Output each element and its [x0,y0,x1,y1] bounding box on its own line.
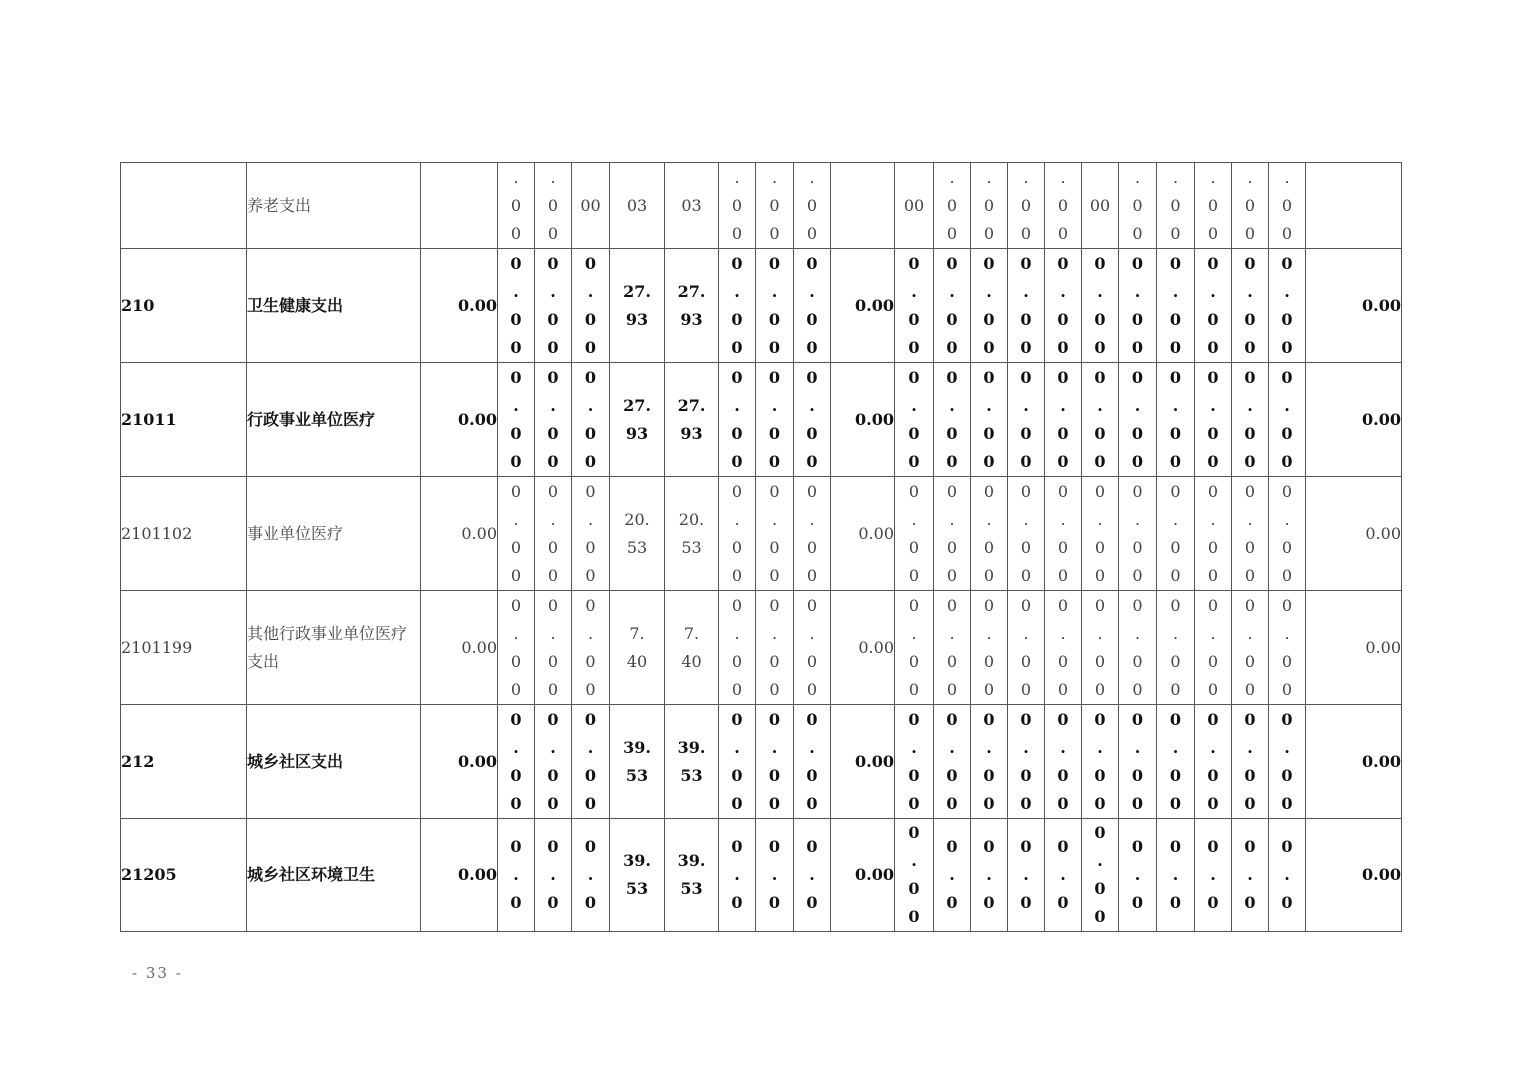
amount-cell: 0 . 0 [934,819,971,932]
amount-cell: 0 . 0 0 [756,363,794,477]
amount-cell: 0 . 0 0 [1045,477,1082,591]
amount-cell: 0 . 0 0 [794,591,831,705]
amount-cell: 0 . 0 0 [572,249,610,363]
amount-cell: 0 . 0 0 [498,477,535,591]
amount-cell: 0 . 0 0 [1157,477,1195,591]
amount-cell: 20. 53 [665,477,719,591]
amount-cell: 0 . 0 0 [895,819,934,932]
amount-cell: . 0 0 [1045,163,1082,249]
amount-cell: 0 . 0 [1232,819,1269,932]
amount-cell: 0 . 0 0 [1232,591,1269,705]
amount-cell: 0 . 0 0 [1119,591,1157,705]
amount-cell: 0 . 0 0 [498,249,535,363]
amount-cell: 27. 93 [610,363,665,477]
amount-cell: 0 . 0 0 [1119,363,1157,477]
amount-cell: 0 . 0 0 [535,477,572,591]
amount-cell: 0 . 0 [1157,819,1195,932]
amount-cell: 0.00 [421,591,498,705]
amount-cell: 0 . 0 [1269,819,1306,932]
amount-cell: 0 . 0 0 [1082,705,1119,819]
amount-cell: 0.00 [1306,591,1402,705]
amount-cell: 0 . 0 0 [1008,705,1045,819]
amount-cell: 0 . 0 0 [719,249,756,363]
table-row [121,363,1402,477]
amount-cell: 0 . 0 0 [934,705,971,819]
subject-code-cell: 210 [121,249,247,363]
amount-cell: 0.00 [831,477,895,591]
amount-cell: 27. 93 [665,363,719,477]
amount-cell: 0 . 0 0 [1269,363,1306,477]
amount-cell: 0 . 0 0 [1269,249,1306,363]
amount-cell: 0 . 0 0 [934,591,971,705]
amount-cell: 0 . 0 0 [1045,363,1082,477]
amount-cell: 0 . 0 0 [1195,249,1232,363]
amount-cell: 0 . 0 0 [1195,591,1232,705]
amount-cell: 0.00 [1306,249,1402,363]
subject-name-cell: 城乡社区环境卫生 [247,819,421,932]
amount-cell: 0 . 0 0 [535,249,572,363]
subject-name-cell: 卫生健康支出 [247,249,421,363]
amount-cell: 0 . 0 0 [934,477,971,591]
amount-cell: 20. 53 [610,477,665,591]
amount-cell: 0.00 [831,249,895,363]
amount-cell: 0 . 0 0 [895,591,934,705]
amount-cell: 0 . 0 [1195,819,1232,932]
subject-code-cell: 2101102 [121,477,247,591]
amount-cell: . 0 0 [535,163,572,249]
amount-cell: . 0 0 [756,163,794,249]
amount-cell: 0 . 0 [1008,819,1045,932]
amount-cell: 0 . 0 [794,819,831,932]
amount-cell: 00 [1082,163,1119,249]
amount-cell: 0 . 0 0 [794,249,831,363]
subject-code-cell: 21011 [121,363,247,477]
amount-cell: 0 . 0 0 [1008,477,1045,591]
amount-cell: 27. 93 [610,249,665,363]
amount-cell: . 0 0 [934,163,971,249]
amount-cell: 0 . 0 0 [756,249,794,363]
page-number: - 33 - [132,964,183,982]
amount-cell: 03 [610,163,665,249]
amount-cell: 0.00 [831,819,895,932]
amount-cell: 0 . 0 0 [535,591,572,705]
amount-cell: 0 . 0 0 [1045,591,1082,705]
amount-cell: . 0 0 [794,163,831,249]
amount-cell: 0 . 0 0 [1157,363,1195,477]
amount-cell: 39. 53 [610,705,665,819]
amount-cell: 0 . 0 0 [1157,591,1195,705]
amount-cell: 0.00 [1306,819,1402,932]
amount-cell: 0 . 0 0 [1157,705,1195,819]
table-row [121,591,1402,705]
amount-cell: 0 . 0 0 [572,477,610,591]
amount-cell: 0.00 [831,591,895,705]
subject-name-cell: 其他行政事业单位医疗支出 [247,591,421,705]
amount-cell: 0 . 0 [1045,819,1082,932]
amount-cell: 0 . 0 [1119,819,1157,932]
amount-cell: 0 . 0 0 [498,591,535,705]
amount-cell: 00 [895,163,934,249]
table-row [121,249,1402,363]
amount-cell: 0 . 0 0 [572,705,610,819]
amount-cell: 0 . 0 0 [971,591,1008,705]
amount-cell: 0.00 [421,249,498,363]
amount-cell: . 0 0 [1195,163,1232,249]
amount-cell: 0 . 0 0 [1045,249,1082,363]
amount-cell: 0.00 [421,477,498,591]
amount-cell: 0.00 [1306,477,1402,591]
amount-cell: 0 . 0 0 [1232,705,1269,819]
amount-cell: 0 . 0 0 [1232,477,1269,591]
table-row [121,819,1402,932]
amount-cell: 0 . 0 0 [756,477,794,591]
amount-cell: 27. 93 [665,249,719,363]
amount-cell: 0 . 0 0 [794,363,831,477]
amount-cell [421,163,498,249]
amount-cell: 0 . 0 [756,819,794,932]
amount-cell: 0 . 0 0 [1195,477,1232,591]
amount-cell [831,163,895,249]
amount-cell: 00 [572,163,610,249]
amount-cell: . 0 0 [1157,163,1195,249]
amount-cell: 0 . 0 0 [535,705,572,819]
amount-cell: 0 . 0 0 [572,363,610,477]
amount-cell: . 0 0 [1232,163,1269,249]
amount-cell: 0 . 0 0 [719,591,756,705]
amount-cell: 0 . 0 0 [971,477,1008,591]
amount-cell: 0 . 0 0 [1119,477,1157,591]
amount-cell: 0 . 0 0 [895,363,934,477]
amount-cell: 0 . 0 0 [971,249,1008,363]
amount-cell: . 0 0 [971,163,1008,249]
amount-cell: 0 . 0 0 [1082,819,1119,932]
amount-cell: 0 . 0 0 [934,249,971,363]
amount-cell: 0 . 0 0 [1269,477,1306,591]
amount-cell: 0 . 0 0 [1232,249,1269,363]
amount-cell: 0.00 [831,363,895,477]
amount-cell: 0 . 0 0 [895,705,934,819]
amount-cell: 0.00 [1306,705,1402,819]
table-row [121,477,1402,591]
amount-cell: . 0 0 [1119,163,1157,249]
amount-cell: . 0 0 [719,163,756,249]
subject-code-cell: 2101199 [121,591,247,705]
amount-cell: 0.00 [421,705,498,819]
amount-cell: . 0 0 [498,163,535,249]
amount-cell: 39. 53 [665,705,719,819]
amount-cell: 03 [665,163,719,249]
amount-cell: 0 . 0 0 [1082,363,1119,477]
amount-cell: 0.00 [831,705,895,819]
amount-cell: 0 . 0 0 [535,363,572,477]
amount-cell: 0.00 [421,819,498,932]
amount-cell: 0 . 0 0 [1119,249,1157,363]
amount-cell: 0 . 0 0 [971,705,1008,819]
amount-cell: 0 . 0 0 [895,249,934,363]
amount-cell: 39. 53 [610,819,665,932]
amount-cell: 0 . 0 0 [719,705,756,819]
amount-cell: 0 . 0 0 [971,363,1008,477]
amount-cell: 0 . 0 0 [1008,591,1045,705]
subject-code-cell: 21205 [121,819,247,932]
amount-cell: 7. 40 [610,591,665,705]
amount-cell: 0.00 [1306,363,1402,477]
amount-cell: 0 . 0 [498,819,535,932]
amount-cell: 0 . 0 0 [719,477,756,591]
amount-cell: 0 . 0 0 [756,705,794,819]
amount-cell: 0 . 0 0 [572,591,610,705]
amount-cell: 0 . 0 [535,819,572,932]
table-row [121,163,1402,249]
amount-cell: 0 . 0 0 [1232,363,1269,477]
amount-cell: 0 . 0 0 [1195,363,1232,477]
subject-name-cell: 城乡社区支出 [247,705,421,819]
amount-cell: 0 . 0 0 [1195,705,1232,819]
amount-cell: 0 . 0 [719,819,756,932]
amount-cell: 0 . 0 0 [794,705,831,819]
amount-cell: 0 . 0 0 [1082,477,1119,591]
amount-cell: 0 . 0 [572,819,610,932]
amount-cell: . 0 0 [1008,163,1045,249]
subject-code-cell: 212 [121,705,247,819]
amount-cell: 0 . 0 0 [1269,591,1306,705]
amount-cell: 0 . 0 0 [1269,705,1306,819]
amount-cell: 0 . 0 0 [1045,705,1082,819]
amount-cell: 0 . 0 [971,819,1008,932]
amount-cell: 0 . 0 0 [719,363,756,477]
amount-cell: 0 . 0 0 [756,591,794,705]
amount-cell: 0 . 0 0 [498,705,535,819]
amount-cell: 0 . 0 0 [1008,249,1045,363]
amount-cell [1306,163,1402,249]
subject-name-cell: 养老支出 [247,163,421,249]
amount-cell: 0 . 0 0 [1119,705,1157,819]
subject-name-cell: 行政事业单位医疗 [247,363,421,477]
amount-cell: 39. 53 [665,819,719,932]
amount-cell: 0 . 0 0 [1008,363,1045,477]
amount-cell: 0.00 [421,363,498,477]
amount-cell: 0 . 0 0 [1157,249,1195,363]
amount-cell: 7. 40 [665,591,719,705]
amount-cell: 0 . 0 0 [895,477,934,591]
subject-name-cell: 事业单位医疗 [247,477,421,591]
budget-expenditure-table [120,162,1402,932]
table-row [121,705,1402,819]
amount-cell: 0 . 0 0 [1082,591,1119,705]
amount-cell: 0 . 0 0 [794,477,831,591]
amount-cell: 0 . 0 0 [934,363,971,477]
amount-cell: 0 . 0 0 [498,363,535,477]
amount-cell: . 0 0 [1269,163,1306,249]
amount-cell: 0 . 0 0 [1082,249,1119,363]
subject-code-cell [121,163,247,249]
